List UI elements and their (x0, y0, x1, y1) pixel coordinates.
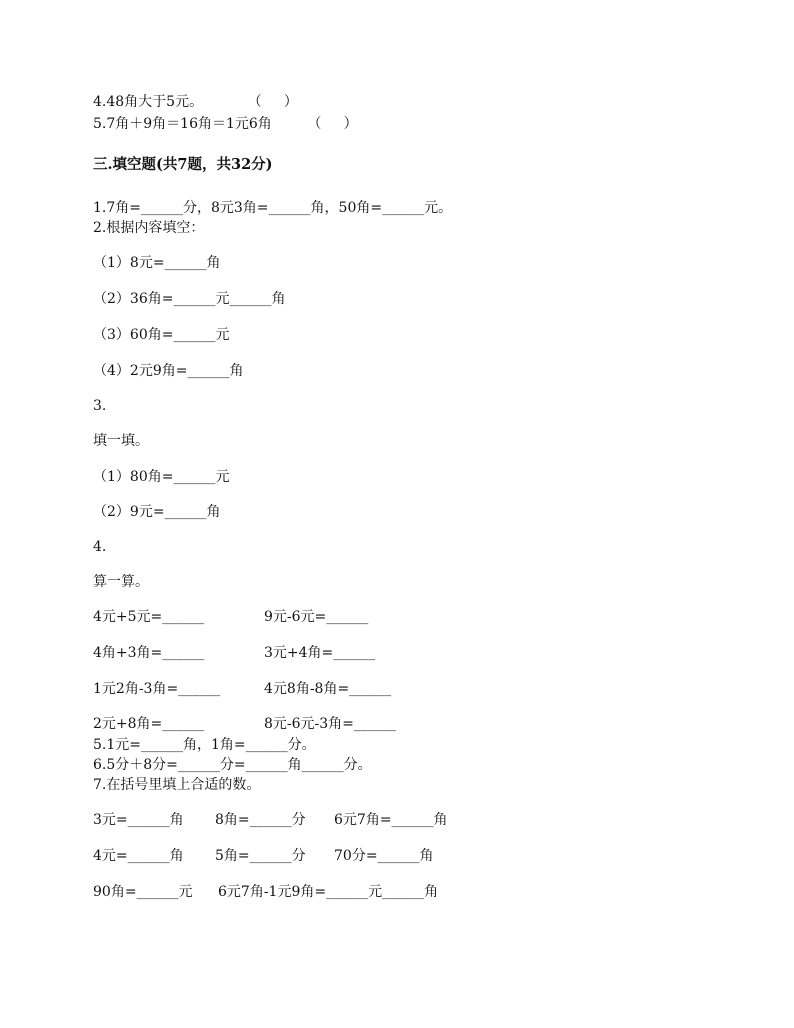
q7-r1-c3: 6元7角=______角 (334, 812, 448, 828)
q4-left-1: 4元+5元=______ (93, 609, 205, 625)
q7-r1-c1: 3元=______角 (93, 812, 184, 828)
q2-stem: 2.根据内容填空： (93, 220, 205, 236)
q4-right-2: 3元+4角=______ (264, 645, 376, 661)
q7-stem: 7.在括号里填上合适的数。 (93, 777, 261, 793)
q3-stem: 填一填。 (93, 433, 149, 449)
judge-q4: 4.48角大于5元。 （ ） (93, 94, 298, 110)
q4-stem: 算一算。 (93, 574, 149, 590)
q4-right-1: 9元-6元=______ (264, 609, 369, 625)
q2-item-2: （2）36角=______元______角 (93, 291, 286, 307)
q3-num: 3. (93, 398, 107, 414)
q2-item-3: （3）60角=______元 (93, 327, 230, 343)
q3-item-1: （1）80角=______元 (93, 469, 230, 485)
q2-item-1: （1）8元=______角 (93, 255, 221, 271)
q1: 1.7角=______分，8元3角=______角，50角=______元。 (93, 200, 453, 216)
q7-r2-c2: 5角=______分 (215, 848, 306, 864)
q5: 5.1元=______角，1角=______分。 (93, 737, 316, 753)
q6: 6.5分＋8分=______分=______角______分。 (93, 757, 372, 773)
q4-num: 4. (93, 539, 107, 555)
q2-item-4: （4）2元9角=______角 (93, 363, 244, 379)
q4-left-2: 4角+3角=______ (93, 645, 205, 661)
judge-q5: 5.7角＋9角＝16角＝1元6角 （ ） (93, 116, 358, 132)
q4-left-4: 2元+8角=______ (93, 716, 205, 732)
q7-r3-c1: 90角=______元 (93, 884, 193, 900)
section-title: 三.填空题(共7题，共32分) (93, 156, 273, 173)
q4-right-4: 8元-6元-3角=______ (264, 716, 396, 732)
q4-left-3: 1元2角-3角=______ (93, 681, 221, 697)
q4-right-3: 4元8角-8角=______ (264, 681, 392, 697)
q3-item-2: （2）9元=______角 (93, 504, 221, 520)
q7-r2-c1: 4元=______角 (93, 848, 184, 864)
q7-r1-c2: 8角=______分 (215, 812, 306, 828)
q7-r3-c2: 6元7角-1元9角=______元______角 (218, 884, 439, 900)
q7-r2-c3: 70分=______角 (334, 848, 434, 864)
